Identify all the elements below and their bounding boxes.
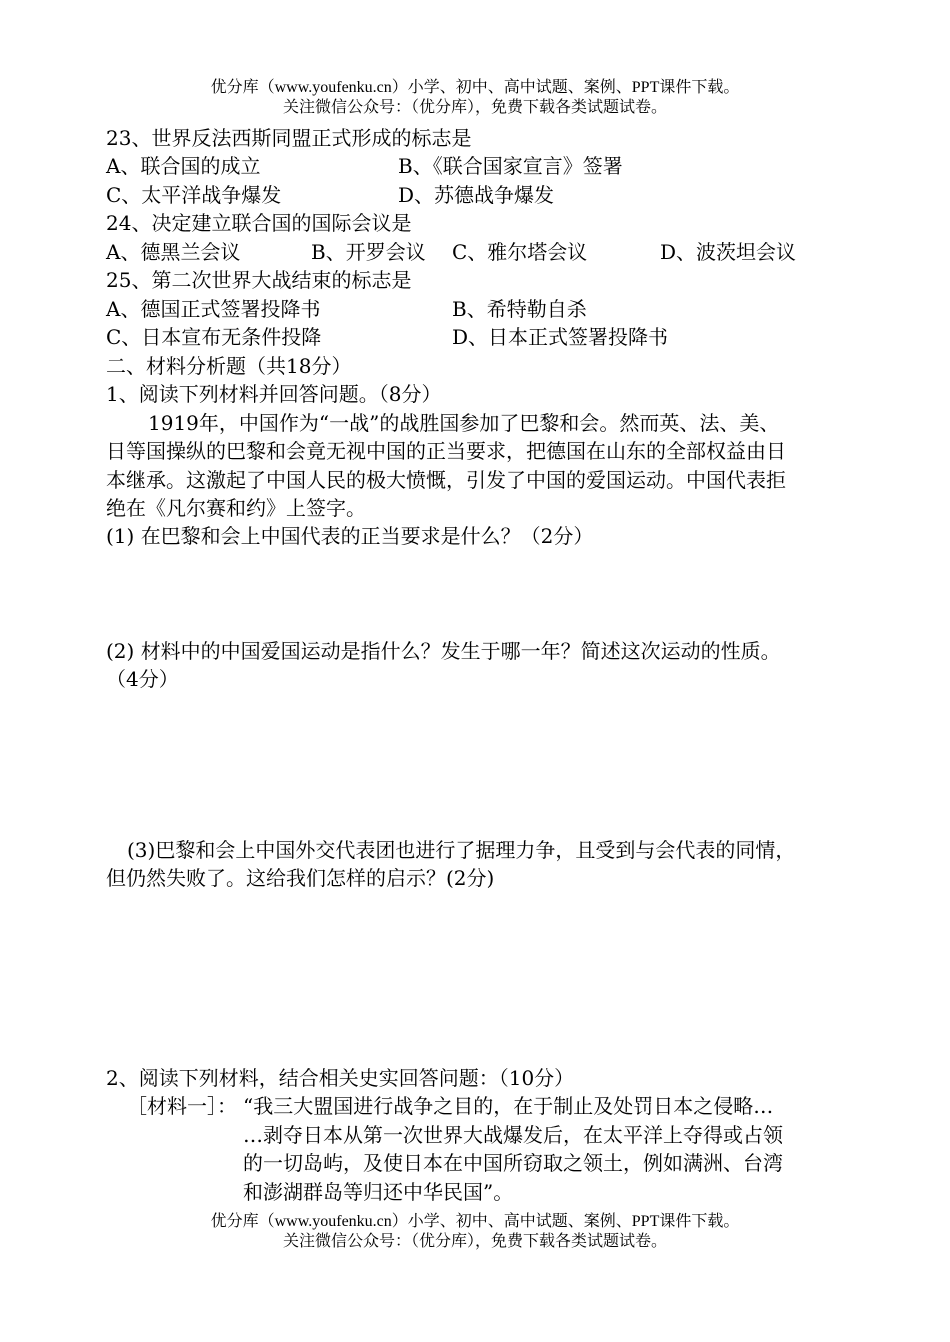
material-1-line-3: 本继承。这激起了中国人民的极大愤慨，引发了中国的爱国运动。中国代表拒 (106, 468, 786, 492)
section-2-title: 二、材料分析题（共18分） (106, 354, 352, 378)
footer-line-2: 关注微信公众号：（优分库），免费下载各类试题试卷。 (282, 1233, 667, 1250)
question-24-option-a: A、德黑兰会议 (106, 240, 241, 264)
sub-question-3-line-1: (3)巴黎和会上中国外交代表团也进行了据理力争，且受到与会代表的同情， (127, 838, 796, 862)
question-23-option-a: A、联合国的成立 (106, 154, 261, 178)
question-23-stem: 23、世界反法西斯同盟正式形成的标志是 (106, 126, 472, 150)
material-2-line-4: 和澎湖群岛等归还中华民国”。 (243, 1180, 514, 1204)
question-24-option-b: B、开罗会议 (311, 240, 426, 264)
question-24-option-d: D、波茨坦会议 (660, 240, 797, 264)
material-1-line-2: 日等国操纵的巴黎和会竟无视中国的正当要求，把德国在山东的全部权益由日 (106, 439, 786, 463)
question-25-option-c: C、日本宣布无条件投降 (106, 325, 322, 349)
material-question-2-stem: 2、阅读下列材料，结合相关史实回答问题：（10分） (106, 1066, 575, 1090)
material-2-label: ［材料一］： (127, 1094, 237, 1118)
question-25-option-d: D、日本正式签署投降书 (452, 325, 669, 349)
material-1-line-1: 1919年，中国作为“一战”的战胜国参加了巴黎和会。然而英、法、美、 (148, 411, 780, 435)
header-line-1: 优分库（www.youfenku.cn）小学、初中、高中试题、案例、PPT课件下载。 (210, 79, 740, 96)
material-1-line-4: 绝在《凡尔赛和约》上签字。 (106, 496, 366, 520)
question-25-option-b: B、希特勒自杀 (452, 297, 587, 321)
material-2-line-3: 的一切岛屿，及使日本在中国所窃取之领土，例如满洲、台湾 (243, 1151, 783, 1175)
footer-line-1: 优分库（www.youfenku.cn）小学、初中、高中试题、案例、PPT课件下载。 (210, 1213, 740, 1230)
question-25-option-a: A、德国正式签署投降书 (106, 297, 321, 321)
question-25-stem: 25、第二次世界大战结束的标志是 (106, 268, 412, 292)
sub-question-2-line-1: (2) 材料中的中国爱国运动是指什么？发生于哪一年？简述这次运动的性质。 (106, 639, 781, 663)
question-24-option-c: C、雅尔塔会议 (452, 240, 588, 264)
question-23-option-b: B、《联合国家宣言》签署 (398, 154, 623, 178)
sub-question-3-line-2: 但仍然失败了。这给我们怎样的启示？(2分) (106, 866, 495, 890)
question-24-stem: 24、决定建立联合国的国际会议是 (106, 211, 412, 235)
sub-question-2-line-2: （4分） (106, 667, 179, 691)
material-2-line-2: …剥夺日本从第一次世界大战爆发后，在太平洋上夺得或占领 (243, 1123, 783, 1147)
material-question-1-stem: 1、阅读下列材料并回答问题。（8分） (106, 382, 442, 406)
question-23-option-d: D、苏德战争爆发 (398, 183, 555, 207)
question-23-option-c: C、太平洋战争爆发 (106, 183, 282, 207)
material-2-line-1: “我三大盟国进行战争之目的，在于制止及处罚日本之侵略… (243, 1094, 774, 1118)
sub-question-1: (1) 在巴黎和会上中国代表的正当要求是什么？（2分） (106, 524, 594, 548)
header-line-2: 关注微信公众号：（优分库），免费下载各类试题试卷。 (282, 99, 667, 116)
